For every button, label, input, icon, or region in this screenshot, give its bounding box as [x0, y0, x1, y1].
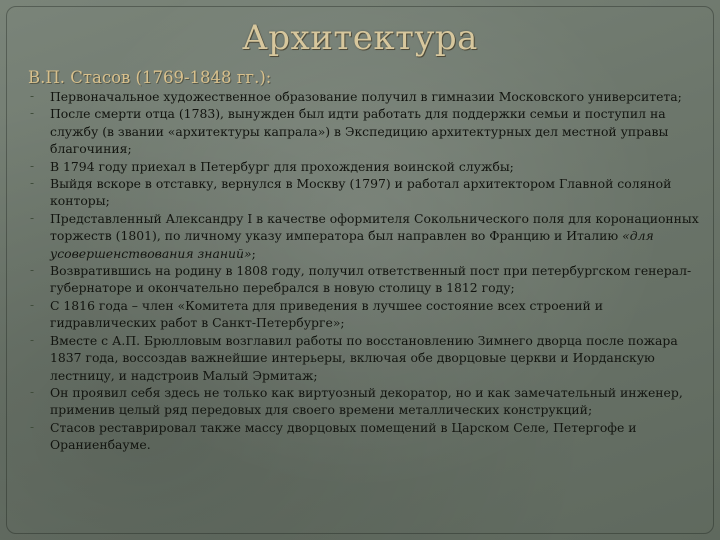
- list-item-text: Он проявил себя здесь не только как виртуозный декоратор, но и как замечательный инженер, применив целый ряд передовых для своего времени металлических конструкций;: [50, 384, 683, 418]
- bullet-icon: -: [30, 332, 35, 347]
- list-item-text: После смерти отца (1783), вынужден был идти работать для поддержки семьи и поступил на службу (в звании «архитектуры капрала») в Экспедицию архитектурных дел местной управы благочиния;: [50, 106, 669, 157]
- list-item: [30, 419, 700, 454]
- bullet-icon: -: [30, 89, 35, 103]
- bullet-icon: -: [30, 384, 35, 399]
- bullet-icon: -: [30, 297, 35, 312]
- list-item: [30, 158, 700, 175]
- list-item-italic-text: «для усовершенствования знаний»: [50, 228, 654, 261]
- list-item-text: Возвратившись на родину в 1808 году, получил ответственный пост при петербургском генерал-губернаторе и окончательно перебрался в новую столицу в 1812 году;: [50, 263, 692, 296]
- list-item: [30, 210, 700, 262]
- list-item-text-end: ;: [251, 245, 256, 261]
- bullet-icon: -: [30, 106, 35, 121]
- bullet-icon: -: [30, 210, 35, 225]
- list-item-text: Вместе с А.П. Брюлловым возглавил работы по восстановлению Зимнего дворца после пожара 1837 года, воссоздав важнейшие интерьеры, включая обе дворцовые церкви и Иорданскую лестницу, и надстроив Малый Эрмитаж;: [50, 332, 678, 383]
- bullet-icon: -: [30, 419, 35, 434]
- list-item: [30, 384, 700, 419]
- bullet-icon: -: [30, 176, 35, 191]
- list-item-text: С 1816 года – член «Комитета для приведения в лучшее состояние всех строений и гидравлических работ в Санкт-Петербурге»;: [50, 297, 603, 331]
- list-item: [30, 297, 700, 332]
- list-item-text: В 1794 году приехал в Петербург для прохождения воинской службы;: [50, 158, 514, 174]
- list-item: [30, 332, 700, 384]
- bullet-icon: -: [30, 263, 35, 278]
- list-item: [30, 262, 700, 297]
- list-item-text: Первоначальное художественное образование получил в гимназии Московского университета;: [50, 89, 682, 104]
- list-item: [30, 105, 700, 157]
- list-item: [30, 88, 700, 105]
- bullet-icon: -: [30, 158, 35, 173]
- subtitle: В.П. Стасов (1769-1848 гг.):: [28, 68, 272, 87]
- list-item-text: Представленный Александру I в качестве оформителя Сокольнического поля для коронационных торжеств (1801), по личному указу императора был направлен во Францию и Италию: [50, 210, 699, 244]
- list-item: [30, 175, 700, 210]
- page-title: Архитектура: [242, 18, 478, 58]
- bullet-list: [30, 88, 700, 454]
- list-item-text: Стасов реставрировал также массу дворцовых помещений в Царском Селе, Петергофе и Ораниенбауме.: [50, 419, 637, 453]
- list-item-text: Выйдя вскоре в отставку, вернулся в Москву (1797) и работал архитектором Главной соляной конторы;: [50, 176, 672, 209]
